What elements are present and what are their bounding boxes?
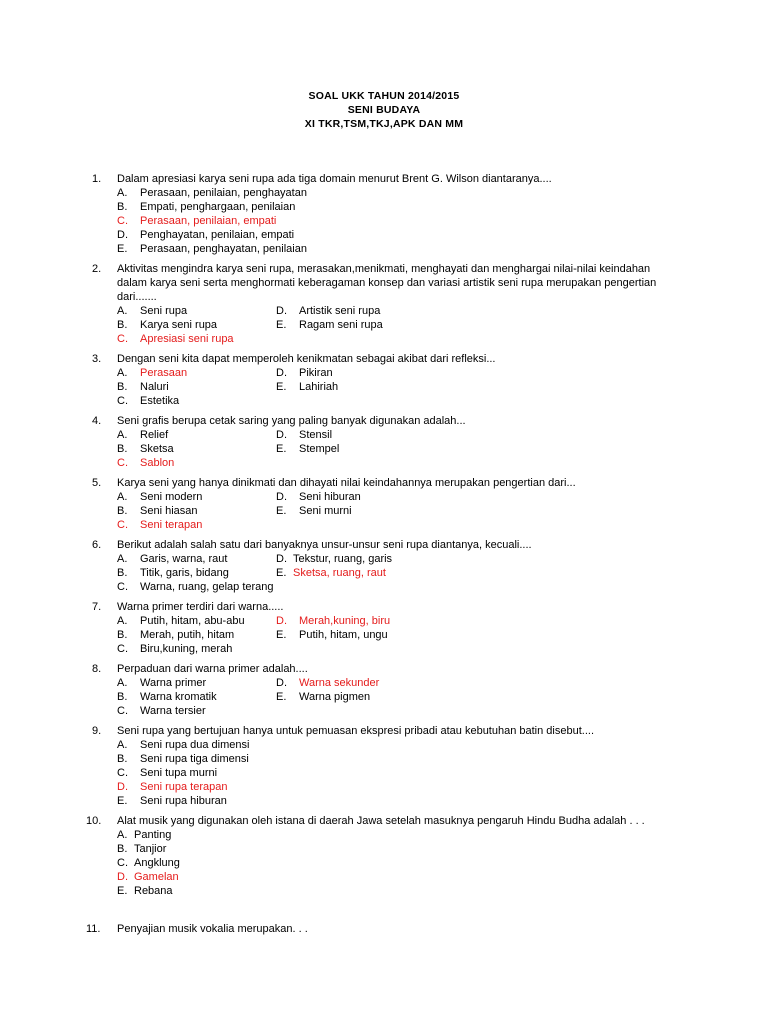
question-number: 10.	[86, 815, 102, 827]
question-text: Karya seni yang hanya dinikmati dan dihayati nilai keindahannya merupakan pengertian dari...	[117, 477, 576, 489]
question-number: 7.	[92, 601, 102, 613]
question-5: 5. Karya seni yang hanya dinikmati dan dihayati nilai keindahannya merupakan pengertian dari... A. Seni modern D. Seni hiburan B. Seni hiasan E. Seni murni C. Seni terapan	[0, 476, 768, 532]
question-list	[0, 172, 768, 942]
question-text: Warna primer terdiri dari warna.....	[117, 601, 284, 613]
question-text: Berikut adalah salah satu dari banyaknya unsur-unsur seni rupa diantanya, kecuali....	[117, 539, 532, 551]
question-4: 4. Seni grafis berupa cetak saring yang paling banyak digunakan adalah... A. Relief D. Stensil B. Sketsa E. Stempel C. Sablon	[0, 414, 768, 470]
header-title: SOAL UKK TAHUN 2014/2015	[308, 90, 460, 102]
question-number: 8.	[92, 663, 102, 675]
question-2: 2. Aktivitas mengindra karya seni rupa, merasakan,menikmati, menghayati dan menghargai nilai-nilai keindahan dalam karya seni serta menghormati keberagaman konsep dan variasi artistik seni rupa merupakan pengertian dari....... A. Seni rupa D. Artistik seni rupa B. Karya seni rupa E. Ragam seni rupa C. Apresiasi seni rupa	[0, 262, 768, 346]
question-number: 3.	[92, 353, 102, 365]
question-1: 1. Dalam apresiasi karya seni rupa ada tiga domain menurut Brent G. Wilson diantaranya.... A. Perasaan, penilaian, penghayatan B. Empati, penghargaan, penilaian C. Perasaan, penilaian, empati D. Penghayatan, penilaian, empati E. Perasaan, penghayatan, penilaian	[0, 172, 768, 256]
question-text: Dalam apresiasi karya seni rupa ada tiga domain menurut Brent G. Wilson diantaranya....	[117, 173, 552, 185]
question-number: 5.	[92, 477, 102, 489]
question-number: 1.	[92, 173, 102, 185]
question-number: 2.	[92, 263, 102, 275]
question-number: 9.	[92, 725, 102, 737]
header-classes: XI TKR,TSM,TKJ,APK DAN MM	[304, 118, 464, 130]
question-text: Dengan seni kita dapat memperoleh kenikmatan sebagai akibat dari refleksi...	[117, 353, 496, 365]
question-11	[0, 922, 768, 936]
header-subject: SENI BUDAYA	[347, 104, 421, 116]
question-9: 9. Seni rupa yang bertujuan hanya untuk pemuasan ekspresi pribadi atau kebutuhan batin disebut.... A. Seni rupa dua dimensi B. Seni rupa tiga dimensi C. Seni tupa murni D. Seni rupa terapan E. Seni rupa hiburan	[0, 724, 768, 808]
question-number: 6.	[92, 539, 102, 551]
question-number: 11.	[86, 923, 101, 935]
document-header	[0, 89, 768, 131]
question-text: Penyajian musik vokalia merupakan. . .	[117, 923, 308, 935]
question-text: Alat musik yang digunakan oleh istana di daerah Jawa setelah masuknya pengaruh Hindu Budha adalah . . .	[117, 815, 645, 827]
question-text: Seni grafis berupa cetak saring yang paling banyak digunakan adalah...	[117, 415, 466, 427]
question-6: 6. Berikut adalah salah satu dari banyaknya unsur-unsur seni rupa diantanya, kecuali.... A. Garis, warna, raut D. Tekstur, ruang, garis B. Titik, garis, bidang E. Sketsa, ruang, raut C. Warna, ruang, gelap terang	[0, 538, 768, 594]
question-text: Perpaduan dari warna primer adalah....	[117, 663, 308, 675]
question-3: 3. Dengan seni kita dapat memperoleh kenikmatan sebagai akibat dari refleksi... A. Perasaan D. Pikiran B. Naluri E. Lahiriah C. Estetika	[0, 352, 768, 408]
question-text: Seni rupa yang bertujuan hanya untuk pemuasan ekspresi pribadi atau kebutuhan batin disebut....	[117, 725, 594, 737]
question-number: 4.	[92, 415, 102, 427]
question-10: 10. Alat musik yang digunakan oleh istana di daerah Jawa setelah masuknya pengaruh Hindu Budha adalah . . . A. Panting B. Tanjior C. Angklung D. Gamelan E. Rebana	[0, 814, 768, 898]
question-text: Aktivitas mengindra karya seni rupa, merasakan,menikmati, menghayati dan menghargai nilai-nilai keindahan dalam karya seni serta menghormati keberagaman konsep dan variasi artistik seni rupa merupakan pengertian dari.......	[117, 263, 657, 303]
question-8: 8. Perpaduan dari warna primer adalah.... A. Warna primer D. Warna sekunder B. Warna kromatik E. Warna pigmen C. Warna tersier	[0, 662, 768, 718]
question-7: 7. Warna primer terdiri dari warna..... A. Putih, hitam, abu-abu D. Merah,kuning, biru B. Merah, putih, hitam E. Putih, hitam, ungu C. Biru,kuning, merah	[0, 600, 768, 656]
